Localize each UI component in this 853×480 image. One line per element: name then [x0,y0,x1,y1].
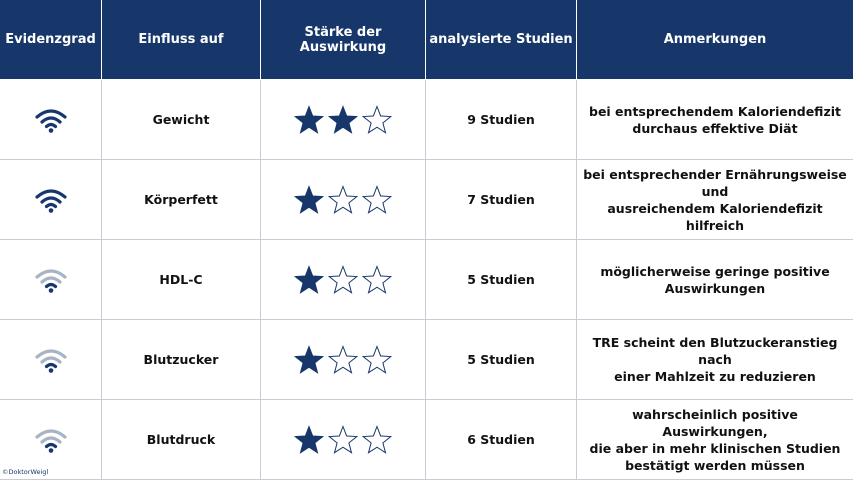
effect-label: Gewicht [152,112,210,127]
notes-cell [577,80,853,160]
star-outline-icon [361,425,393,455]
effect-label: Blutzucker [143,352,219,367]
star-outline-icon [361,265,393,295]
header-effect: Einfluss auf [102,0,261,80]
note-text [600,263,829,297]
effect-label: HDL-C [159,272,203,287]
wifi-signal-icon [34,266,68,294]
star-rating [293,105,393,135]
studies-cell [426,240,577,320]
strength-cell [261,240,426,320]
note-text [589,103,841,137]
star-outline-icon [327,185,359,215]
note-line: Auswirkungen [664,280,766,296]
header-evidence: Evidenzgrad [0,0,102,80]
effect-cell [102,160,261,240]
effect-label: Blutdruck [146,432,216,447]
star-filled-icon [293,425,325,455]
strength-cell [261,160,426,240]
strength-cell [261,320,426,400]
star-rating [293,345,393,375]
note-line: ausreichendem Kaloriendefizit hilfreich [607,200,823,233]
effect-cell [102,240,261,320]
header-notes: Anmerkungen [577,0,853,80]
star-filled-icon [293,185,325,215]
notes-cell [577,400,853,480]
effect-cell [102,80,261,160]
header-studies: analysierte Studien [426,0,577,80]
star-filled-icon [293,105,325,135]
effect-label: Körperfett [144,192,218,207]
studies-count: 5 Studien [467,272,535,287]
notes-cell [577,240,853,320]
note-line: wahrscheinlich positive Auswirkungen, [632,406,798,439]
star-rating [293,425,393,455]
note-text [581,166,849,234]
star-filled-icon [293,265,325,295]
evidence-cell [0,240,102,320]
star-rating [293,265,393,295]
note-line: durchaus effektive Diät [632,120,798,136]
studies-cell [426,80,577,160]
wifi-signal-icon [34,186,68,214]
star-filled-icon [293,345,325,375]
star-filled-icon [327,105,359,135]
star-outline-icon [327,425,359,455]
star-outline-icon [361,105,393,135]
note-line: bei entsprechender Ernährungsweise und [583,166,847,199]
wifi-signal-icon [34,346,68,374]
effect-cell [102,400,261,480]
header-strength: Stärke der Auswirkung [261,0,426,80]
wifi-signal-icon [34,426,68,454]
studies-cell [426,160,577,240]
studies-cell [426,400,577,480]
evidence-cell [0,160,102,240]
effect-cell [102,320,261,400]
star-outline-icon [361,185,393,215]
strength-cell [261,80,426,160]
wifi-signal-icon [34,106,68,134]
strength-cell [261,400,426,480]
note-line: bei entsprechendem Kaloriendefizit [589,103,841,119]
studies-count: 6 Studien [467,432,535,447]
star-rating [293,185,393,215]
credit-text: ©DoktorWeigl [2,468,49,476]
note-line: möglicherweise geringe positive [600,263,830,279]
note-text [581,334,849,385]
star-outline-icon [327,345,359,375]
studies-count: 5 Studien [467,352,535,367]
note-line: bestätigt werden müssen [625,457,805,473]
notes-cell [577,160,853,240]
note-line: die aber in mehr klinischen Studien [589,440,841,456]
evidence-cell [0,80,102,160]
note-text [581,406,849,474]
star-outline-icon [327,265,359,295]
note-line: TRE scheint den Blutzuckeranstieg nach [592,335,838,367]
note-line: einer Mahlzeit zu reduzieren [614,369,816,384]
studies-cell [426,320,577,400]
studies-count: 7 Studien [467,192,535,207]
evidence-cell [0,320,102,400]
studies-count: 9 Studien [467,112,535,127]
notes-cell [577,320,853,400]
star-outline-icon [361,345,393,375]
